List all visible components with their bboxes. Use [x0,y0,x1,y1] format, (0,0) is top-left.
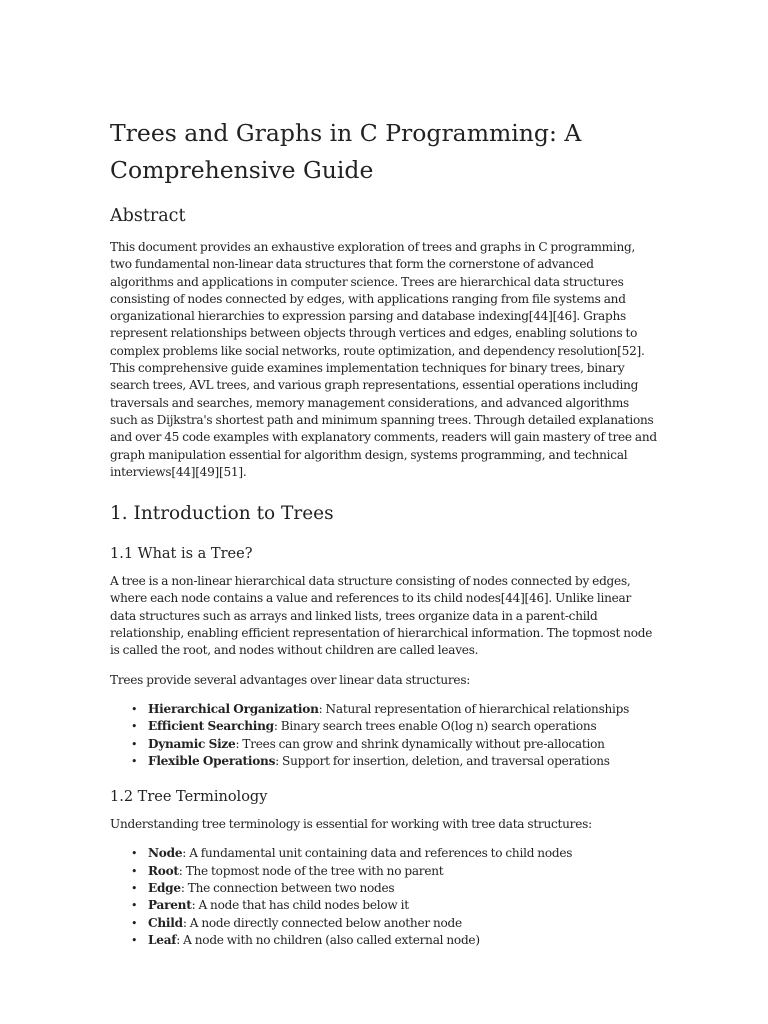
list-item [131,845,658,862]
list-item-desc: : The connection between two nodes [180,881,395,896]
subsection-1-2-heading: 1.2 Tree Terminology [110,789,268,806]
list-item [131,880,658,897]
list-item-desc: : Binary search trees enable O(log n) search operations [273,719,597,734]
list-item-term: Node [148,846,183,861]
list-item [131,736,658,753]
list-item [131,753,658,770]
list-item-term: Child [148,915,183,930]
document-title: Trees and Graphs in C Programming: A Comprehensive Guide [110,119,582,184]
tree-terminology-list [110,845,658,949]
list-item-desc: : A node that has child nodes below it [191,898,409,913]
list-item-term: Leaf [148,932,177,947]
abstract-heading: Abstract [110,206,186,226]
bullet-icon: • [131,864,138,878]
abstract-paragraph: This document provides an exhaustive exploration of trees and graphs in C programming, two fundamental non-linear data structures that form the cornerstone of advanced algorithms and applications in computer science. Trees are hierarchical data structures consisting of nodes connected by edges, with applications ranging from file systems and organizational hierarchies to expression parsing and database indexing[44][46]. Graphs represent relationships between objects through vertices and edges, enabling solutions to complex problems like social networks, route optimization, and dependency resolution[52]. This comprehensive guide examines implementation techniques for binary trees, binary search trees, AVL trees, and various graph representations, essential operations including traversals and searches, memory management considerations, and advanced algorithms such as Dijkstra's shortest path and minimum spanning trees. Through detailed explanations and over 45 code examples with explanatory comments, readers will gain mastery of tree and graph manipulation essential for algorithm design, systems programming, and technical interviews[44][49][51]. [110,240,657,479]
bullet-icon: • [131,882,138,896]
subsection-1-2-paragraph-1: Understanding tree terminology is essential for working with tree data structures: [110,817,592,832]
list-item-desc: : Trees can grow and shrink dynamically without pre-allocation [235,736,605,751]
bullet-icon: • [131,847,138,861]
list-item-term: Parent [148,898,192,913]
list-item-desc: : The topmost node of the tree with no parent [178,863,444,878]
bullet-icon: • [131,899,138,913]
list-item-term: Hierarchical Organization [148,701,319,716]
list-item-desc: : A node with no children (also called external node) [176,932,480,947]
bullet-icon: • [131,916,138,930]
section-1-heading: 1. Introduction to Trees [110,503,334,525]
list-item-desc: : A fundamental unit containing data and references to child nodes [182,846,573,861]
list-item-term: Root [148,863,179,878]
bullet-icon: • [131,702,138,716]
list-item [131,897,658,914]
list-item-term: Dynamic Size [148,736,236,751]
list-item-term: Efficient Searching [148,719,274,734]
subsection-1-1-paragraph-1: A tree is a non-linear hierarchical data structure consisting of nodes connected by edges, where each node contains a value and references to its child nodes[44][46]. Unlike linear data structures such as arrays and linked lists, trees organize data in a parent-child relationship, enabling efficient representation of hierarchical information. The topmost node is called the root, and nodes without children are called leaves. [110,574,653,658]
list-item [131,915,658,932]
list-item-desc: : A node directly connected below another node [182,915,462,930]
list-item-term: Flexible Operations [148,753,276,768]
list-item [131,718,658,735]
subsection-1-1-heading: 1.1 What is a Tree? [110,546,253,563]
document-page [110,115,658,959]
list-item [131,863,658,880]
subsection-1-1-paragraph-2: Trees provide several advantages over linear data structures: [110,672,471,687]
tree-advantages-list [110,701,658,770]
list-item [131,701,658,718]
bullet-icon: • [131,933,138,947]
list-item-desc: : Natural representation of hierarchical relationships [318,701,630,716]
bullet-icon: • [131,754,138,768]
list-item-term: Edge [148,881,181,896]
bullet-icon: • [131,720,138,734]
list-item-desc: : Support for insertion, deletion, and traversal operations [275,753,610,768]
bullet-icon: • [131,737,138,751]
list-item [131,932,658,949]
